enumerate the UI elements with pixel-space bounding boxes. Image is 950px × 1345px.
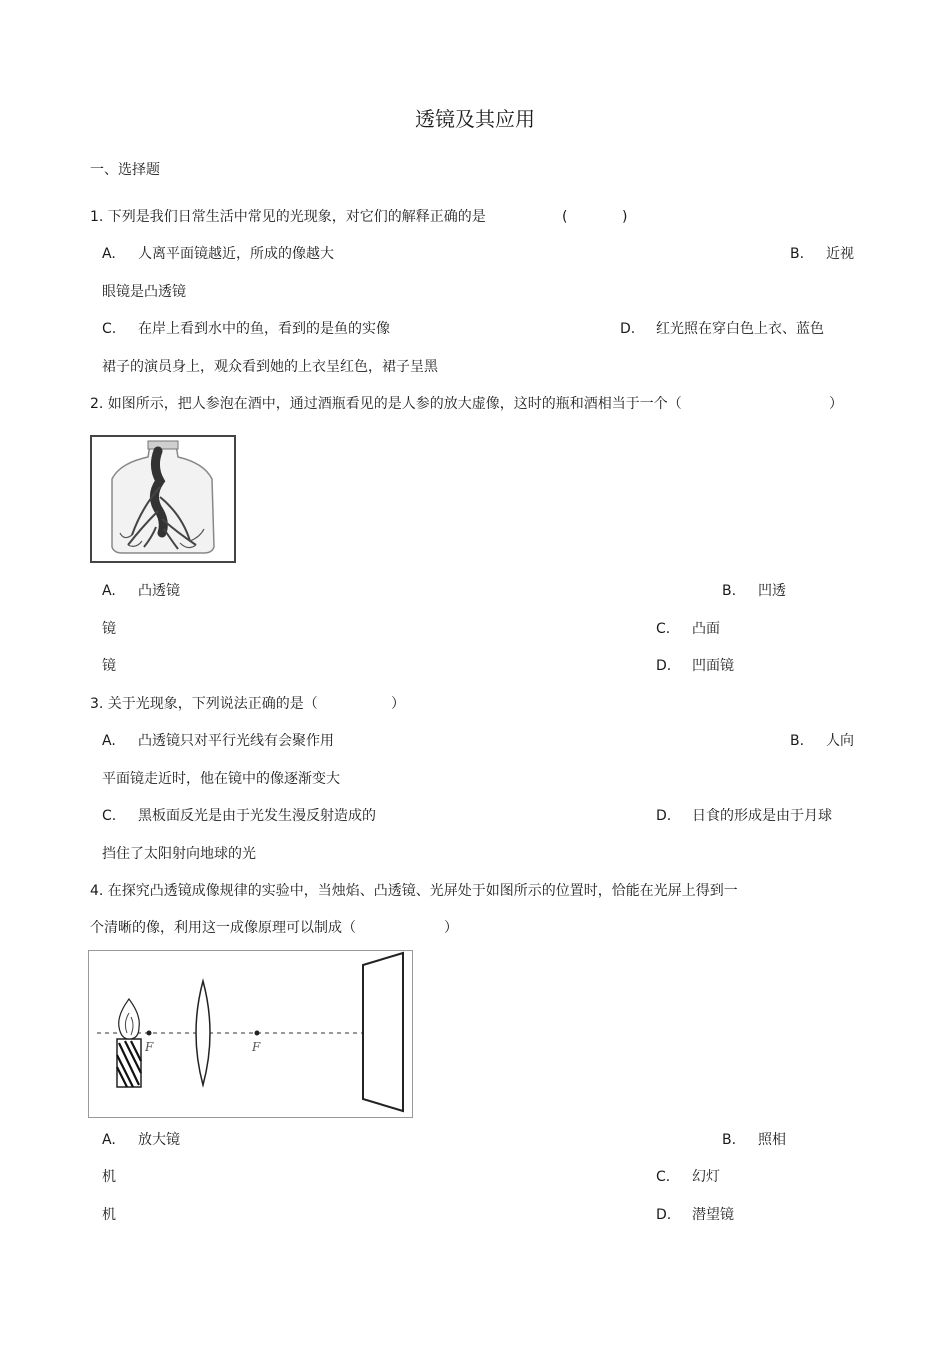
option-text: 在岸上看到水中的鱼，看到的是鱼的实像 [138, 321, 390, 337]
option-letter: D. [620, 321, 636, 337]
q1-option-c[interactable] [102, 319, 390, 339]
q2-stem: 2. 如图所示，把人参泡在酒中，通过酒瓶看见的是人参的放大虚像，这时的瓶和酒相当于一个（ [90, 396, 682, 412]
q1-option-d[interactable] [620, 319, 824, 339]
q3-stem: 3. 关于光现象，下列说法正确的是（ [90, 696, 318, 712]
option-text: 近视 [826, 246, 854, 262]
option-letter: B. [722, 1132, 737, 1148]
option-letter: B. [790, 733, 805, 749]
q4-paren-close: ） [444, 920, 458, 936]
q1-paren-close: ) [622, 209, 628, 225]
q4-option-d[interactable] [652, 1205, 734, 1225]
q2-option-c-cont: 镜 [102, 658, 116, 674]
q1-option-a[interactable] [102, 244, 334, 264]
q4-option-a[interactable] [102, 1130, 180, 1150]
option-letter: B. [722, 583, 737, 599]
q4-option-b-cont: 机 [102, 1169, 116, 1185]
q3-option-d[interactable] [652, 806, 832, 826]
focal-label-right: F [252, 1040, 261, 1054]
q1-paren-open: ( [562, 209, 568, 225]
optics-bench-illustration [89, 951, 412, 1117]
q3-option-b-cont: 平面镜走近时，他在镜中的像逐渐变大 [102, 771, 340, 787]
option-text: 红光照在穿白色上衣、蓝色 [656, 321, 824, 337]
option-letter: C. [656, 621, 671, 637]
option-text: 日食的形成是由于月球 [692, 808, 832, 824]
focal-label-left: F [145, 1040, 154, 1054]
option-letter: C. [102, 321, 117, 337]
option-letter: A. [102, 583, 116, 599]
q2-paren-close: ） [829, 396, 843, 412]
option-text: 照相 [758, 1132, 786, 1148]
option-letter: D. [656, 658, 672, 674]
option-text: 潜望镜 [692, 1207, 734, 1223]
option-text: 凸面 [692, 621, 720, 637]
q2-option-a[interactable] [102, 581, 180, 601]
q4-option-c[interactable] [652, 1167, 720, 1187]
q3-paren-close: ） [391, 696, 405, 712]
option-text: 人离平面镜越近，所成的像越大 [138, 246, 334, 262]
q1-option-d-cont: 裙子的演员身上，观众看到她的上衣呈红色，裙子呈黑 [102, 359, 438, 375]
q3-option-c[interactable] [102, 806, 376, 826]
q3-option-a[interactable] [102, 731, 334, 751]
q1-stem: 1. 下列是我们日常生活中常见的光现象，对它们的解释正确的是 [90, 209, 486, 225]
option-text: 幻灯 [692, 1169, 720, 1185]
option-letter: A. [102, 246, 116, 262]
option-letter: B. [790, 246, 805, 262]
section-heading: 一、选择题 [90, 162, 160, 178]
option-letter: C. [102, 808, 117, 824]
option-text: 凹透 [758, 583, 786, 599]
option-letter: D. [656, 808, 672, 824]
option-text: 放大镜 [138, 1132, 180, 1148]
option-letter: D. [656, 1207, 672, 1223]
page-title: 透镜及其应用 [415, 107, 535, 131]
option-text: 凸透镜只对平行光线有会聚作用 [138, 733, 334, 749]
option-letter: A. [102, 733, 116, 749]
ginseng-bottle-illustration [92, 437, 234, 561]
q3-option-b[interactable] [790, 731, 854, 751]
q4-option-c-cont: 机 [102, 1207, 116, 1223]
option-letter: C. [656, 1169, 671, 1185]
q1-option-b[interactable] [786, 244, 854, 264]
optics-bench-figure [88, 950, 413, 1118]
q4-option-b[interactable] [718, 1130, 786, 1150]
q4-stem-line2: 个清晰的像，利用这一成像原理可以制成（ [90, 920, 356, 936]
q3-option-d-cont: 挡住了太阳射向地球的光 [102, 846, 256, 862]
option-text: 凹面镜 [692, 658, 734, 674]
q2-option-b-cont: 镜 [102, 621, 116, 637]
q2-option-b[interactable] [718, 581, 786, 601]
option-letter: A. [102, 1132, 116, 1148]
option-text: 黑板面反光是由于光发生漫反射造成的 [138, 808, 376, 824]
option-text: 凸透镜 [138, 583, 180, 599]
q2-option-c[interactable] [652, 619, 720, 639]
ginseng-bottle-figure [90, 435, 236, 563]
q4-stem-line1: 4. 在探究凸透镜成像规律的实验中，当烛焰、凸透镜、光屏处于如图所示的位置时，恰能在光屏上得到一 [90, 883, 738, 899]
option-text: 人向 [826, 733, 854, 749]
q2-option-d[interactable] [652, 656, 734, 676]
q1-option-b-cont: 眼镜是凸透镜 [102, 284, 186, 300]
